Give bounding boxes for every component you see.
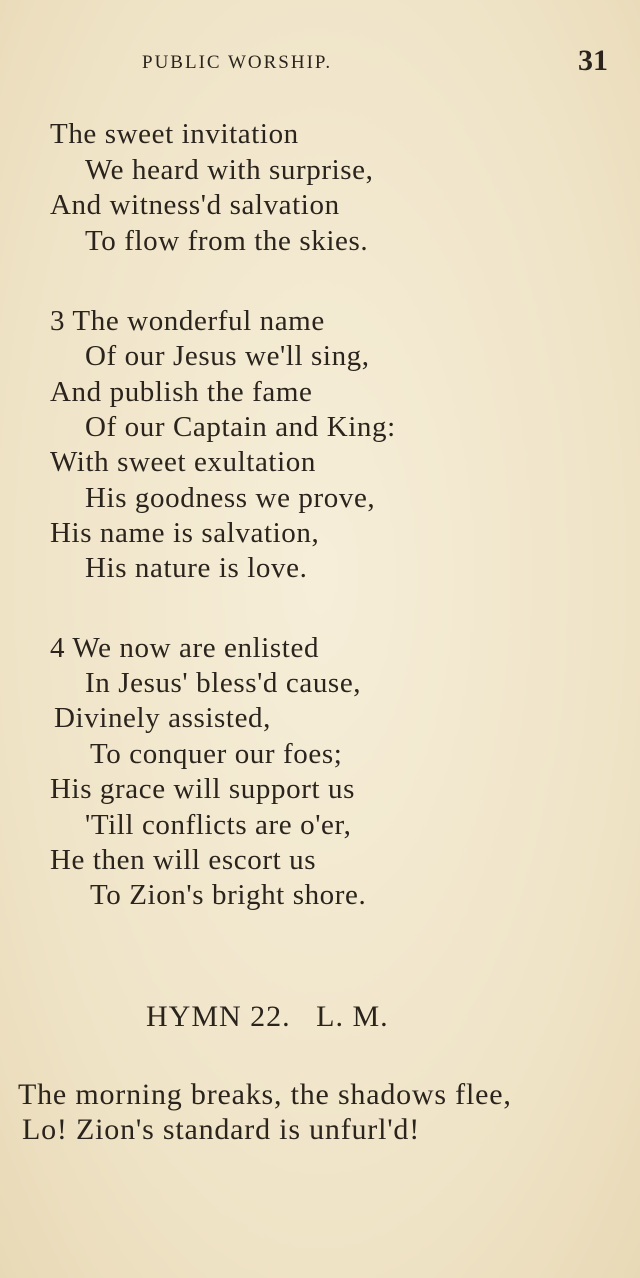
verse-line: 3 The wonderful name: [50, 305, 325, 337]
verse-line: To Zion's bright shore.: [90, 879, 367, 911]
hymn-title: HYMN 22. L. M.: [146, 1000, 389, 1033]
verse-line: With sweet exultation: [50, 446, 316, 478]
verse-line: To conquer our foes;: [90, 738, 343, 770]
verse-line: Of our Jesus we'll sing,: [85, 340, 370, 372]
verse-line: Divinely assisted,: [54, 702, 272, 734]
verse-line: The sweet invitation: [50, 118, 299, 150]
verse-line: His goodness we prove,: [85, 482, 376, 514]
running-title: PUBLIC WORSHIP.: [142, 52, 333, 73]
verse-line: He then will escort us: [50, 844, 317, 876]
verse-line: And witness'd salvation: [50, 189, 340, 221]
verse-line: In Jesus' bless'd cause,: [85, 667, 362, 699]
page-number: 31: [578, 44, 608, 77]
verse-line: His grace will support us: [50, 773, 355, 805]
verse-line: And publish the fame: [50, 376, 313, 408]
verse-line: Of our Captain and King:: [85, 411, 396, 443]
verse-line: 'Till conflicts are o'er,: [85, 809, 352, 841]
hymn-line: The morning breaks, the shadows flee,: [18, 1078, 512, 1111]
verse-line: His name is salvation,: [50, 517, 320, 549]
verse-line: We heard with surprise,: [85, 154, 374, 186]
verse-line: 4 We now are enlisted: [50, 632, 320, 664]
verse-line: His nature is love.: [85, 552, 308, 584]
verse-line: To flow from the skies.: [85, 225, 369, 257]
hymn-line: Lo! Zion's standard is unfurl'd!: [22, 1113, 421, 1146]
